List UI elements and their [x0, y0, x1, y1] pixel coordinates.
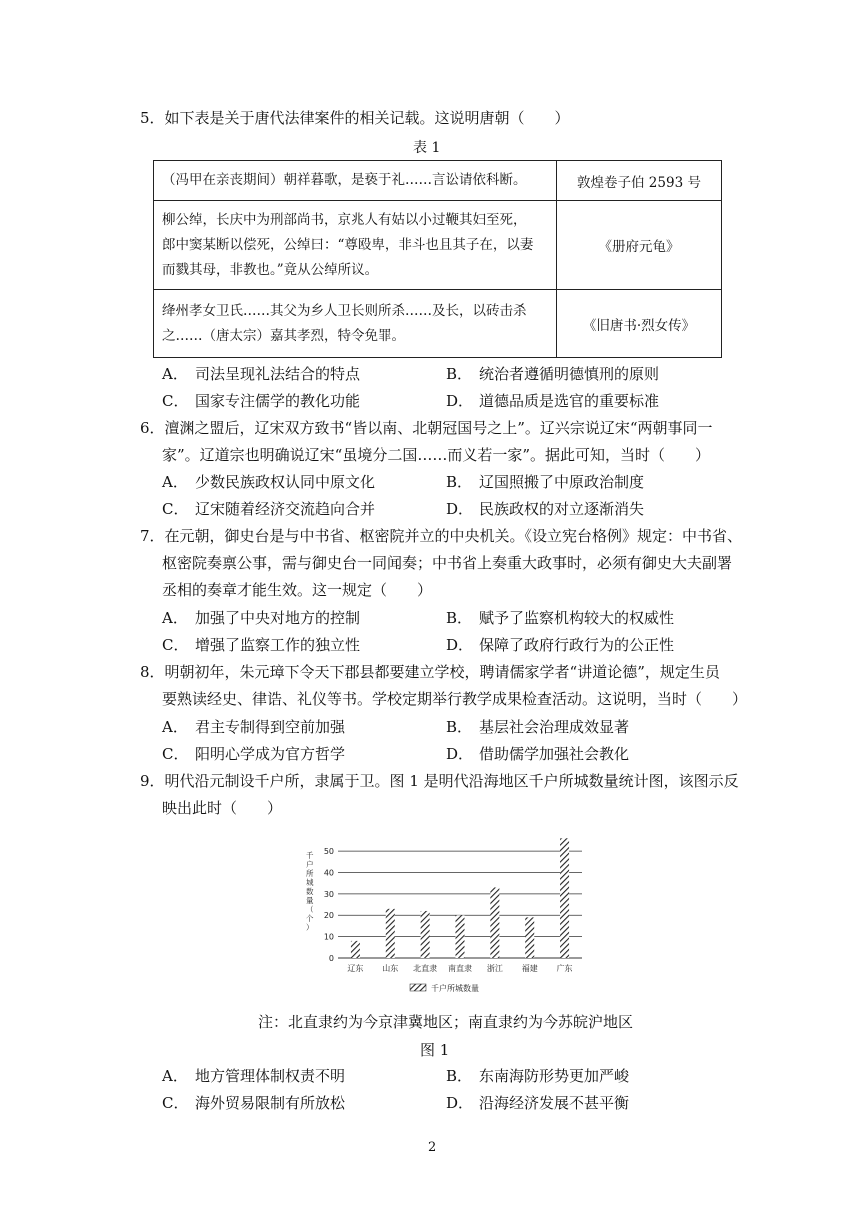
bar — [456, 915, 465, 958]
option-text: 民族政权的对立逐渐消失 — [479, 500, 645, 518]
option-text: 加强了中央对地方的控制 — [195, 609, 361, 627]
option-text: 道德品质是选官的重要标准 — [479, 392, 660, 410]
x-tick-label: 北直隶 — [413, 964, 438, 973]
y-tick-label: 10 — [323, 932, 334, 942]
y-tick-label: 30 — [323, 889, 334, 899]
option-text: 少数民族政权认同中原文化 — [195, 473, 376, 491]
option-letter: C． — [162, 745, 189, 763]
legend-swatch — [410, 984, 426, 991]
q7-stem-line3: 丞相的奏章才能生效。这一规定（ ） — [162, 581, 433, 599]
q6-option-b[interactable] — [446, 472, 644, 492]
option-letter: D． — [446, 500, 474, 518]
option-text: 统治者遵循明德慎刑的原则 — [479, 365, 660, 383]
option-text: 国家专注儒学的教化功能 — [195, 392, 361, 410]
y-tick-label: 50 — [323, 847, 334, 857]
x-tick-label: 南直隶 — [448, 964, 472, 973]
option-letter: C． — [162, 500, 189, 518]
option-letter: C． — [162, 636, 189, 654]
option-letter: A． — [162, 1067, 188, 1085]
y-tick-label: 40 — [323, 868, 334, 878]
bar — [351, 941, 360, 958]
option-letter: A． — [162, 473, 188, 491]
option-letter: B． — [446, 1067, 473, 1085]
bar — [525, 917, 534, 958]
option-text: 保障了政府行政行为的公正性 — [479, 636, 675, 654]
q9-option-c[interactable] — [162, 1093, 345, 1113]
y-tick-label: 20 — [323, 911, 334, 921]
q5-option-d[interactable] — [446, 391, 659, 411]
table-title: 表 1 — [413, 140, 441, 156]
chart-legend — [410, 983, 479, 993]
q9-stem-line2: 映出此时（ ） — [162, 799, 283, 817]
q5-option-b[interactable] — [446, 364, 659, 384]
x-tick-label: 福建 — [521, 964, 538, 973]
option-letter: B． — [446, 718, 473, 736]
option-text: 东南海防形势更加严峻 — [479, 1067, 630, 1085]
record-line: 柳公绰，长庆中为刑部尚书，京兆人有姑以小过鞭其妇至死， — [162, 211, 527, 228]
option-text: 增强了监察工作的独立性 — [195, 636, 361, 654]
q8-option-c[interactable] — [162, 744, 345, 764]
option-text: 借助儒学加强社会教化 — [479, 745, 630, 763]
x-tick-label: 山东 — [382, 964, 399, 973]
record-table — [153, 160, 722, 358]
x-tick-label: 辽东 — [347, 964, 364, 973]
q6-option-c[interactable] — [162, 499, 375, 519]
option-letter: B． — [446, 365, 473, 383]
bar — [490, 887, 499, 958]
figure-note: 注：北直隶约为今京津冀地区；南直隶约为今苏皖沪地区 — [258, 1013, 634, 1031]
table-cell-record — [154, 201, 557, 290]
table-cell-source: 敦煌卷子伯 2593 号 — [557, 161, 722, 201]
q6-stem-line1: 6．澶渊之盟后，辽宋双方致书“皆以南、北朝冠国号之上”。辽兴宗说辽宋“两朝事同一 — [140, 419, 713, 437]
q9-option-d[interactable] — [446, 1093, 629, 1113]
option-text: 赋予了监察机构较大的权威性 — [479, 609, 675, 627]
table-cell-source: 《册府元龟》 — [557, 201, 722, 290]
record-line: 绛州孝女卫氏……其父为乡人卫长则所杀……及长，以砖击杀 — [162, 302, 527, 319]
q8-option-b[interactable] — [446, 717, 629, 737]
record-line: （冯甲在亲丧期间）朝祥暮歌，是亵于礼……言讼请依科断。 — [162, 172, 527, 188]
option-letter: C． — [162, 1094, 189, 1112]
option-letter: A． — [162, 365, 188, 383]
x-tick-label: 浙江 — [486, 964, 503, 973]
q6-option-d[interactable] — [446, 499, 644, 519]
option-text: 阳明心学成为官方哲学 — [195, 745, 346, 763]
option-letter: A． — [162, 718, 188, 736]
option-text: 司法呈现礼法结合的特点 — [195, 365, 361, 383]
q7-option-b[interactable] — [446, 608, 674, 628]
option-letter: D． — [446, 392, 474, 410]
q7-stem-line2: 枢密院奏禀公事，需与御史台一同闻奏；中书省上奏重大政事时，必须有御史大夫副署 — [162, 554, 733, 572]
q7-option-a[interactable] — [162, 608, 360, 628]
q7-stem-line1: 7．在元朝，御史台是与中书省、枢密院并立的中央机关。《设立宪台格例》规定：中书省、 — [140, 527, 743, 545]
q8-stem-line2: 要熟读经史、律诰、礼仪等书。学校定期举行教学成果检查活动。这说明，当时（ ） — [162, 690, 748, 708]
bar — [560, 838, 569, 958]
q5-option-a[interactable] — [162, 364, 360, 384]
option-text: 海外贸易限制有所放松 — [195, 1094, 346, 1112]
bar-chart — [290, 826, 590, 1001]
figure-title: 图 1 — [420, 1041, 450, 1059]
table-row — [154, 201, 722, 290]
table-cell-source: 《旧唐书·烈女传》 — [557, 290, 722, 358]
q6-stem-line2: 家”。辽道宗也明确说辽宋“虽境分二国……而义若一家”。据此可知，当时（ ） — [162, 446, 711, 464]
table-cell-record — [154, 290, 557, 358]
option-letter: A． — [162, 609, 188, 627]
y-tick-label: 0 — [328, 954, 334, 963]
option-text: 基层社会治理成效显著 — [479, 718, 630, 736]
x-tick-label: 广东 — [556, 964, 573, 973]
page-number: 2 — [428, 1140, 437, 1155]
legend-label: 千户所城数量 — [431, 984, 479, 993]
record-line: 郎中窦某断以偿死，公绰曰：“尊殴卑，非斗也且其子在，以妻 — [162, 236, 534, 253]
record-line: 而戮其母，非教也。”竟从公绰所议。 — [162, 261, 379, 278]
bar — [386, 909, 395, 958]
option-letter: D． — [446, 745, 474, 763]
bar — [421, 911, 430, 958]
option-text: 君主专制得到空前加强 — [195, 718, 346, 736]
record-line: 之……（唐太宗）嘉其孝烈，特令免罪。 — [162, 327, 405, 344]
table-cell-record — [154, 161, 557, 201]
option-letter: C． — [162, 392, 189, 410]
q9-option-a[interactable] — [162, 1066, 345, 1086]
table-row — [154, 161, 722, 201]
option-letter: B． — [446, 609, 473, 627]
q7-option-c[interactable] — [162, 635, 360, 655]
q7-option-d[interactable] — [446, 635, 674, 655]
option-text: 沿海经济发展不甚平衡 — [479, 1094, 630, 1112]
q8-option-a[interactable] — [162, 717, 345, 737]
option-text: 地方管理体制权责不明 — [195, 1067, 346, 1085]
option-text: 辽国照搬了中原政治制度 — [479, 473, 645, 491]
q8-stem-line1: 8．明朝初年，朱元璋下令天下郡县都要建立学校，聘请儒家学者“讲道论德”，规定生员 — [140, 663, 720, 681]
y-axis-label: 千户所城数量（个） — [306, 851, 314, 932]
option-letter: D． — [446, 1094, 474, 1112]
q5-stem: 5．如下表是关于唐代法律案件的相关记载。这说明唐朝（ ） — [140, 109, 570, 127]
q9-stem-line1: 9．明代沿元制设千户所，隶属于卫。图 1 是明代沿海地区千户所城数量统计图，该图示反 — [140, 772, 739, 790]
option-letter: B． — [446, 473, 473, 491]
q6-option-a[interactable] — [162, 472, 375, 492]
option-letter: D． — [446, 636, 474, 654]
q9-option-b[interactable] — [446, 1066, 629, 1086]
table-row — [154, 290, 722, 358]
q8-option-d[interactable] — [446, 744, 629, 764]
q5-option-c[interactable] — [162, 391, 360, 411]
option-text: 辽宋随着经济交流趋向合并 — [195, 500, 376, 518]
